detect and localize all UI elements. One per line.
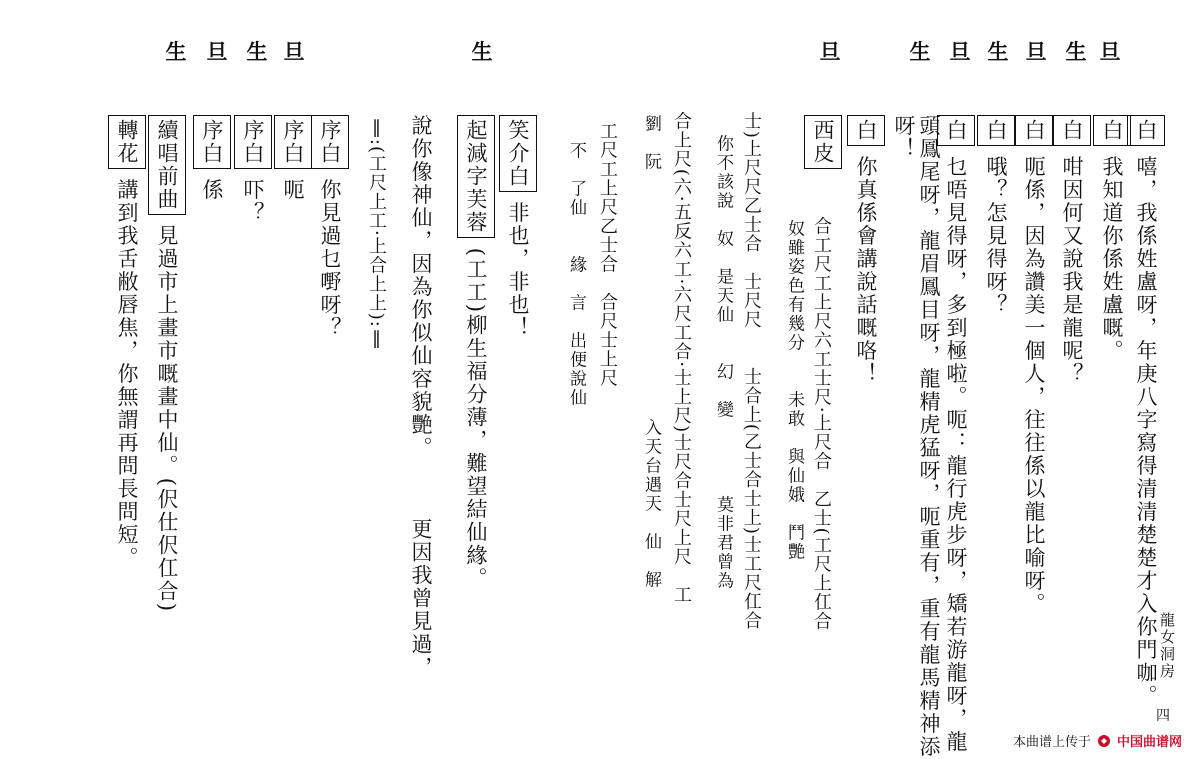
role-marker: 生	[909, 39, 931, 64]
tune-label: 續唱前曲	[148, 115, 186, 215]
role-marker: 旦	[206, 39, 228, 64]
role-marker: 生	[471, 39, 493, 64]
lyric-text: (工工)柳生福分薄，難望結仙緣。	[464, 247, 488, 591]
dialogue-text: 呃	[281, 178, 305, 202]
notation-text: 合工尺工上尺六工士尺·上尺合 乙士(工尺上仜合	[811, 216, 832, 631]
role-marker: 旦	[949, 39, 971, 64]
dialogue-text: 非也，非也！	[506, 201, 530, 340]
dialogue-text: 你真係會講說話嘅咯！	[854, 155, 878, 386]
role-marker: 旦	[1099, 39, 1121, 64]
notation-text: ‖:(工尺上工·上合上上):‖	[366, 116, 387, 350]
cue-label: 序白	[193, 115, 231, 169]
dialogue-text: 頭鳳尾呀，龍眉鳳目呀，龍精虎猛呀，呃重有，重有龍馬精神添	[917, 114, 941, 759]
cue-label: 白	[977, 115, 1015, 146]
notation-text: 士)上尺尺乙士合 士尺尺 士合上(乙士合士上)士工尺仜合	[741, 111, 762, 630]
dialogue-text: 哦？怎見得呀？	[984, 155, 1008, 317]
role-marker: 生	[246, 39, 268, 64]
tune-label: 起減字芙蓉	[457, 115, 495, 238]
page-header: 龍女洞房	[1158, 612, 1176, 680]
cue-label: 白	[1127, 115, 1165, 146]
dialogue-text: 嘻，我係姓盧呀，年庚八字寫得清清楚楚才入你門咖。	[1134, 155, 1158, 708]
dialogue-text: 咁因何又說我是龍呢？	[1060, 155, 1084, 386]
footer-watermark	[1013, 731, 1182, 750]
role-marker: 生	[165, 39, 187, 64]
cue-label: 白	[937, 115, 975, 146]
site-name: 中国曲谱网	[1116, 734, 1182, 749]
dialogue-text: 呀！	[892, 114, 916, 161]
lyric-text: 奴雖姿色有幾分 未敢 與仙娥 鬥艷	[784, 219, 804, 562]
cue-label: 序白	[311, 115, 349, 169]
cue-label: 序白	[274, 115, 312, 169]
dialogue-text: 吓？	[241, 178, 265, 225]
dialogue-text: 乜唔見得呀，多到極啦。呃：龍行虎步呀，矯若游龍呀，龍	[944, 155, 968, 754]
site-logo-icon	[1097, 734, 1111, 748]
lyric-text: 劉 阮 入天台遇天 仙 解	[641, 114, 661, 590]
role-marker: 旦	[819, 39, 841, 64]
cue-label: 白	[1093, 115, 1131, 146]
lyric-text: 說你像神仙，因為你似仙容貌艷。 更因我曾見過，	[409, 114, 433, 680]
cue-label: 白	[1015, 115, 1053, 146]
cue-label: 白	[1053, 115, 1091, 146]
lyric-text: 你不該說 奴 是天仙 幻 變 莫非君曾為	[713, 134, 733, 591]
page-number: 四	[1156, 708, 1170, 724]
lyric-text: 講到我舌敝唇焦，你無謂再問長問短。	[115, 178, 139, 570]
role-marker: 生	[1065, 39, 1087, 64]
cue-label: 白	[847, 115, 885, 146]
lyric-text: 不 了仙 緣 言 出便說仙	[566, 141, 586, 408]
footer-text: 本曲谱上传于	[1012, 734, 1091, 749]
notation-text: 工尺工上尺乙士合 合尺士上尺	[597, 121, 618, 388]
dialogue-text: 我知道你係姓盧嘅。	[1100, 155, 1124, 363]
dialogue-text: 係	[200, 178, 224, 202]
cue-label: 序白	[234, 115, 272, 169]
lyric-text: 見過市上畫市嘅畫中仙。(伬仕伬仜合)	[155, 224, 179, 614]
dialogue-text: 你見過乜嘢呀？	[318, 178, 342, 340]
role-marker: 生	[987, 39, 1009, 64]
role-marker: 旦	[1025, 39, 1047, 64]
cue-label: 笑介白	[499, 115, 537, 192]
tune-label: 轉花	[108, 115, 146, 169]
notation-text: 合上尺(六·五反六工·六尺工合·士上尺)士尺合士尺上尺 工	[671, 111, 692, 605]
dialogue-text: 呃係，因為讚美一個人，往往係以龍比喻呀。	[1022, 155, 1046, 616]
tune-column	[74, 80, 180, 570]
role-marker: 旦	[283, 39, 305, 64]
tune-label: 西皮	[804, 115, 842, 169]
